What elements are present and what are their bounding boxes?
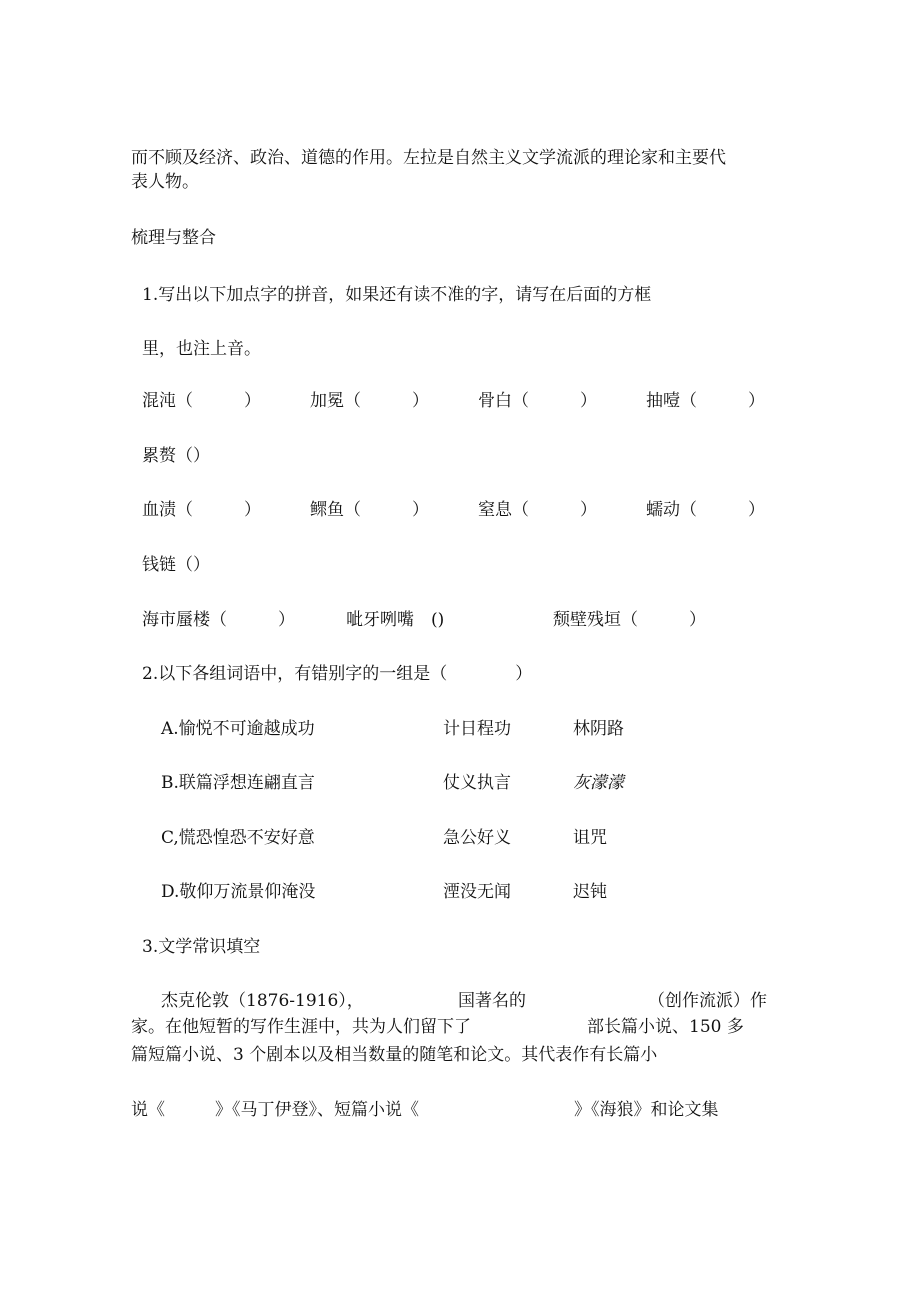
q1-item: 呲牙咧嘴 () — [346, 610, 445, 630]
q1-prompt-line-1: 1.写出以下加点字的拼音，如果还有读不准的字，请写在后面的方框 — [142, 285, 652, 305]
q2-option-d-word2: 湮没无闻 — [443, 882, 511, 902]
q2-option-a-word2: 计日程功 — [443, 719, 511, 739]
q3-paragraph-line-3: 篇短篇小说、3 个剧本以及相当数量的随笔和论文。其代表作有长篇小 — [131, 1045, 658, 1065]
q2-option-b-words: B.联篇浮想连翩直言 — [161, 773, 315, 793]
q1-item: 累赘（） — [142, 446, 210, 466]
q1-item: 混沌（ ） — [142, 391, 261, 411]
q2-option-d-word3: 迟钝 — [573, 882, 607, 902]
intro-line-1: 而不顾及经济、政治、道德的作用。左拉是自然主义文学流派的理论家和主要代 — [131, 148, 726, 168]
q1-item: 颓壁残垣（ ） — [553, 610, 706, 630]
q1-item: 海市蜃楼（ ） — [142, 610, 295, 630]
q3-paragraph-line-1b: 国著名的 — [458, 991, 526, 1011]
q3-paragraph-line-4b: 》《马丁伊登》、短篇小说《 — [215, 1100, 419, 1120]
q2-option-b-word3: 灰濛濛 — [573, 773, 624, 793]
q2-option-a-words: A.愉悦不可逾越成功 — [161, 719, 315, 739]
q2-option-c-word3: 诅咒 — [573, 828, 607, 848]
intro-line-2: 表人物。 — [131, 172, 199, 192]
q3-paragraph-line-1a: 杰克伦敦（1876-1916）， — [161, 991, 364, 1011]
q2-option-c-words: C,慌恐惶恐不安好意 — [161, 828, 315, 848]
q1-item: 钱链（） — [142, 555, 210, 575]
q2-option-b-word2: 仗义执言 — [443, 773, 511, 793]
q2-option-d-words: D.敬仰万流景仰淹没 — [161, 882, 316, 902]
q1-item: 蠕动（ ） — [646, 500, 765, 520]
q2-prompt: 2.以下各组词语中，有错别字的一组是（ ） — [142, 664, 533, 684]
q3-title: 3.文学常识填空 — [142, 937, 261, 957]
q1-item: 抽噎（ ） — [646, 391, 765, 411]
q1-item: 血渍（ ） — [142, 500, 261, 520]
q2-option-c-word2: 急公好义 — [443, 828, 511, 848]
q3-paragraph-line-2a: 家。在他短暂的写作生涯中，共为人们留下了 — [131, 1017, 471, 1037]
q1-item: 窒息（ ） — [478, 500, 597, 520]
q3-paragraph-line-4c: 》《海狼》和论文集 — [574, 1100, 719, 1120]
q3-paragraph-line-2b: 部长篇小说、150 多 — [587, 1017, 744, 1037]
q3-paragraph-line-1c: （创作流派）作 — [648, 991, 767, 1011]
q2-option-a-word3: 林阴路 — [573, 719, 624, 739]
q1-item: 骨白（ ） — [478, 391, 597, 411]
q1-item: 鳏鱼（ ） — [310, 500, 429, 520]
q1-prompt-line-2: 里，也注上音。 — [142, 339, 261, 359]
q3-paragraph-line-4a: 说《 — [131, 1100, 165, 1120]
q1-item: 加冕（ ） — [310, 391, 429, 411]
section-title: 梳理与整合 — [131, 228, 216, 248]
